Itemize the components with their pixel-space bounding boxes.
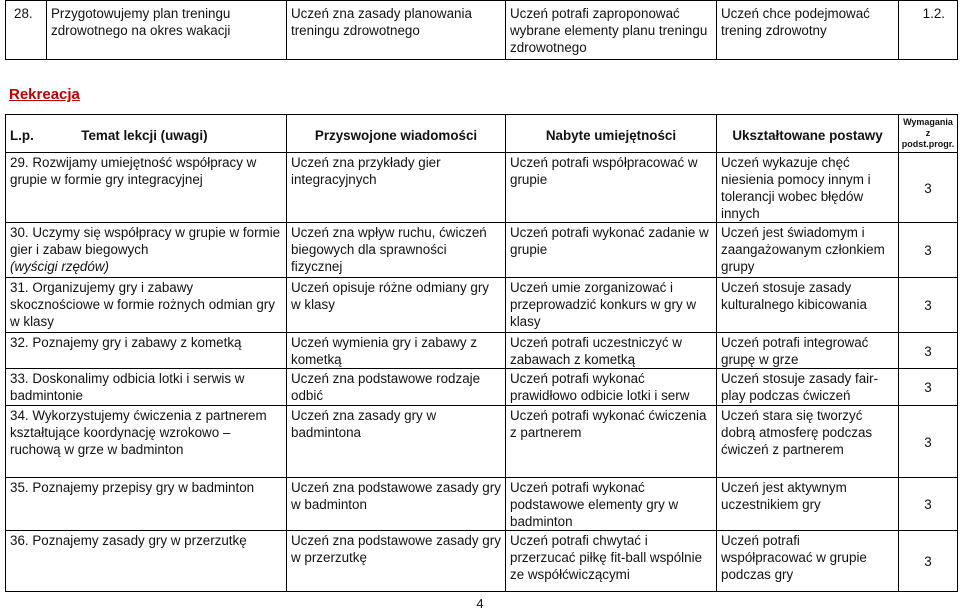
topic-cell: 36. Poznajemy zasady gry w przerzutkę (6, 531, 287, 592)
grade-cell: 3 (899, 333, 958, 369)
lesson-knowledge: Uczeń zna zasady planowania treningu zdrowotnego (287, 1, 506, 60)
attitudes-cell: Uczeń stara się tworzyć dobrą atmosferę podczas ćwiczeń z partnerem (717, 406, 899, 478)
table-row (6, 531, 958, 592)
attitudes-cell: Uczeń stosuje zasady fair-play podczas ćwiczeń (717, 369, 899, 406)
knowledge-cell: Uczeń zna podstawowe zasady gry w badminton (287, 478, 506, 531)
lessons-table (5, 114, 958, 592)
topic-cell: 34. Wykorzystujemy ćwiczenia z partnerem kształtujące koordynację wzrokowo – ruchową w grze w badminton (6, 406, 287, 478)
grade-cell: 3 (899, 369, 958, 406)
skills-cell: Uczeń potrafi uczestniczyć w zabawach z kometką (506, 333, 717, 369)
header-requirements: Wymagania z podst.progr. (899, 115, 958, 153)
skills-cell: Uczeń potrafi wykonać podstawowe elementy gry w badminton (506, 478, 717, 531)
header-lp: L.p. (10, 127, 34, 143)
attitudes-cell: Uczeń jest świadomym i zaangażowanym członkiem grupy (717, 223, 899, 278)
curriculum-code: 1.2. (899, 1, 958, 60)
header-topic: Temat lekcji (uwagi) (81, 127, 208, 143)
topic-cell: 35. Poznajemy przepisy gry w badminton (6, 478, 287, 531)
table-row (6, 1, 958, 60)
header-topic-cell (6, 115, 287, 153)
attitudes-cell: Uczeń wykazuje chęć niesienia pomocy innym i tolerancji wobec błędów innych (717, 153, 899, 223)
table-row (6, 153, 958, 223)
topic-cell: 32. Poznajemy gry i zabawy z kometką (6, 333, 287, 369)
grade-cell: 3 (899, 153, 958, 223)
header-skills: Nabyte umiejętności (506, 115, 717, 153)
table-row (6, 478, 958, 531)
grade-cell: 3 (899, 406, 958, 478)
topic-cell: 33. Doskonalimy odbicia lotki i serwis w badmintonie (6, 369, 287, 406)
knowledge-cell: Uczeń opisuje różne odmiany gry w klasy (287, 278, 506, 333)
skills-cell: Uczeń potrafi wykonać prawidłowo odbicie lotki i serw (506, 369, 717, 406)
table-row (6, 406, 958, 478)
grade-cell: 3 (899, 531, 958, 592)
grade-cell: 3 (899, 223, 958, 278)
section-title: Rekreacja (9, 86, 80, 103)
grade-cell: 3 (899, 478, 958, 531)
lesson-topic: Przygotowujemy plan treningu zdrowotnego na okres wakacji (47, 1, 287, 60)
previous-lesson-table (5, 0, 958, 60)
skills-cell: Uczeń potrafi chwytać i przerzucać piłkę fit-ball wspólnie ze współćwiczącymi (506, 531, 717, 592)
skills-cell: Uczeń umie zorganizować i przeprowadzić konkurs w gry w klasy (506, 278, 717, 333)
table-row (6, 278, 958, 333)
attitudes-cell: Uczeń jest aktywnym uczestnikiem gry (717, 478, 899, 531)
grade-cell: 3 (899, 278, 958, 333)
knowledge-cell: Uczeń zna zasady gry w badmintona (287, 406, 506, 478)
attitudes-cell: Uczeń stosuje zasady kulturalnego kibicowania (717, 278, 899, 333)
page-number: 4 (476, 596, 484, 611)
table-row (6, 223, 958, 278)
table-row (6, 369, 958, 406)
table-row (6, 333, 958, 369)
topic-note: (wyścigi rzędów) (10, 259, 109, 274)
knowledge-cell: Uczeń zna podstawowe zasady gry w przerzutkę (287, 531, 506, 592)
skills-cell: Uczeń potrafi wykonać zadanie w grupie (506, 223, 717, 278)
skills-cell: Uczeń potrafi wykonać ćwiczenia z partnerem (506, 406, 717, 478)
knowledge-cell: Uczeń wymienia gry i zabawy z kometką (287, 333, 506, 369)
attitudes-cell: Uczeń potrafi integrować grupę w grze (717, 333, 899, 369)
skills-cell: Uczeń potrafi współpracować w grupie (506, 153, 717, 223)
header-knowledge: Przyswojone wiadomości (287, 115, 506, 153)
knowledge-cell: Uczeń zna wpływ ruchu, ćwiczeń biegowych dla sprawności fizycznej (287, 223, 506, 278)
lesson-attitudes: Uczeń chce podejmować trening zdrowotny (717, 1, 899, 60)
topic-cell: 29. Rozwijamy umiejętność współpracy w grupie w formie gry integracyjnej (6, 153, 287, 223)
topic-cell: 31. Organizujemy gry i zabawy skocznościowe w formie rożnych odmian gry w klasy (6, 278, 287, 333)
knowledge-cell: Uczeń zna podstawowe rodzaje odbić (287, 369, 506, 406)
knowledge-cell: Uczeń zna przykłady gier integracyjnych (287, 153, 506, 223)
attitudes-cell: Uczeń potrafi współpracować w grupie podczas gry (717, 531, 899, 592)
header-attitudes: Ukształtowane postawy (717, 115, 899, 153)
topic-text: 30. Uczymy się współpracy w grupie w formie gier i zabaw biegowych (10, 225, 281, 257)
lesson-number: 28. (6, 1, 47, 60)
header-row (6, 115, 958, 153)
topic-cell (6, 223, 287, 278)
lesson-skills: Uczeń potrafi zaproponować wybrane elementy planu treningu zdrowotnego (506, 1, 717, 60)
